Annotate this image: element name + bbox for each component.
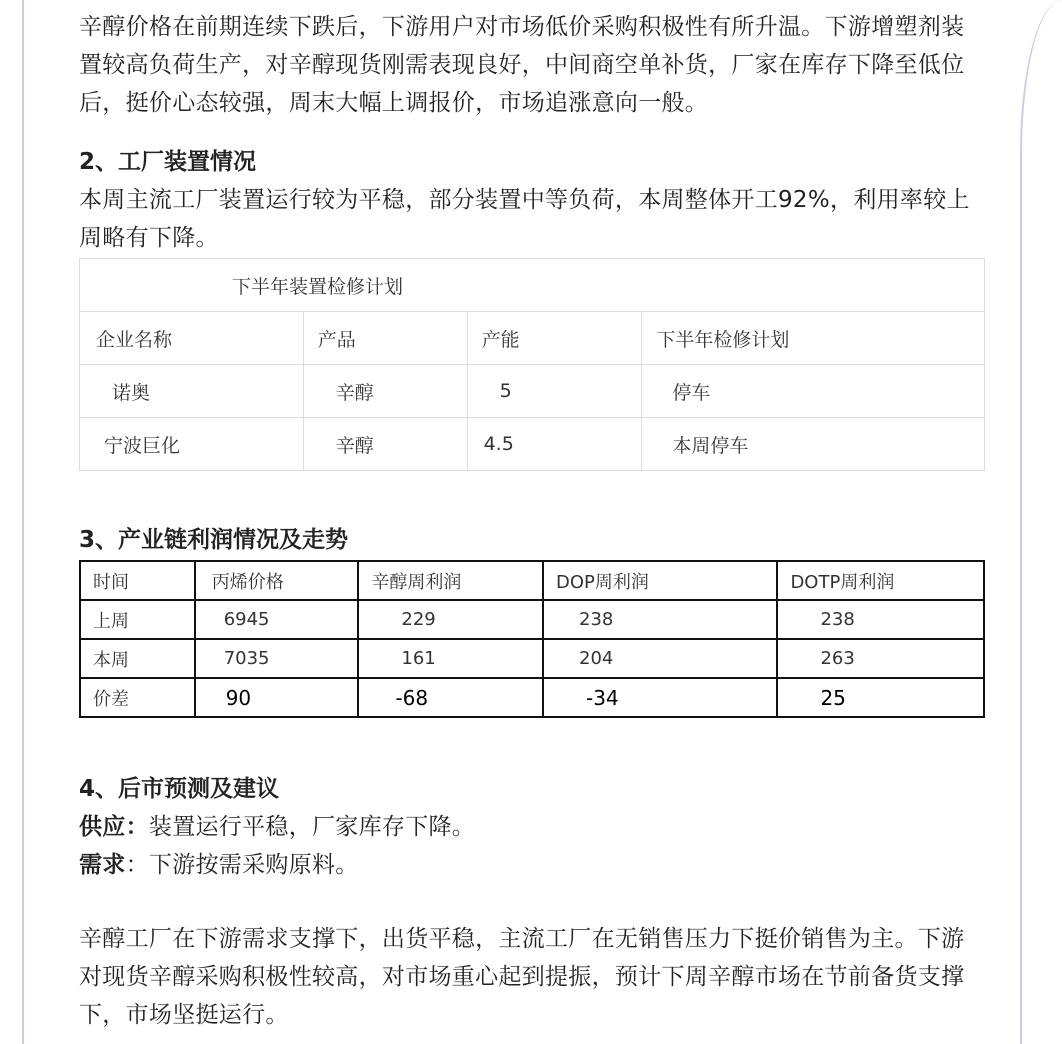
section3-heading: 3、产业链利润情况及走势 [79,527,349,553]
section2-heading: 2、工厂装置情况 [79,149,257,175]
right-frame-border [1020,0,1062,1044]
header-cell: 丙烯价格 [195,561,359,600]
table-header-row [80,561,984,600]
maintenance-table-caption: 下半年装置检修计划 [80,259,985,312]
table-cell: 辛醇 [303,365,467,418]
header-cell: 产能 [467,312,642,365]
table-cell: 价差 [80,678,195,717]
header-cell: DOTP周利润 [777,561,984,600]
supply-text: 装置运行平稳，厂家库存下降。 [148,814,476,840]
header-cell: 时间 [80,561,195,600]
demand-text: ：下游按需采购原料。 [125,852,359,878]
table-cell: -34 [543,678,777,717]
table-cell: 90 [195,678,359,717]
table-row [80,678,984,717]
demand-line [79,846,359,884]
demand-label: 需求 [79,852,126,878]
header-cell: DOP周利润 [543,561,777,600]
table-cell: 263 [777,639,984,678]
table-cell: 停车 [642,365,985,418]
profit-table [79,560,985,718]
table-cell: -68 [358,678,543,717]
table-header-row [80,312,985,365]
table-row [80,639,984,678]
section4-heading: 4、后市预测及建议 [79,776,280,802]
table-cell: 5 [467,365,642,418]
table-cell: 25 [777,678,984,717]
table-cell: 诺奥 [80,365,304,418]
outlook-paragraph: 辛醇工厂在下游需求支撑下，出货平稳，主流工厂在无销售压力下挺价销售为主。下游对现货辛醇采购积极性较高，对市场重心起到提振，预计下周辛醇市场在节前备货支撑下，市场坚挺运行。 [79,926,965,1028]
table-cell: 161 [358,639,543,678]
table-cell: 4.5 [467,418,642,471]
left-frame-border [22,0,24,1044]
maintenance-table [79,258,985,471]
table-cell: 本周 [80,639,195,678]
table-cell: 上周 [80,600,195,639]
table-cell: 229 [358,600,543,639]
table-cell: 辛醇 [303,418,467,471]
header-cell: 产品 [303,312,467,365]
section2-text: 本周主流工厂装置运行较为平稳，部分装置中等负荷，本周整体开工92%，利用率较上周略有下降。 [79,187,970,251]
intro-paragraph: 辛醇价格在前期连续下跌后，下游用户对市场低价采购积极性有所升温。下游增塑剂装置较高负荷生产，对辛醇现货刚需表现良好，中间商空单补货，厂家在库存下降至低位后，挺价心态较强，周末大幅上调报价，市场追涨意向一般。 [79,14,965,116]
table-cell: 238 [777,600,984,639]
table-cell: 238 [543,600,777,639]
table-cell: 7035 [195,639,359,678]
table-cell: 204 [543,639,777,678]
table-cell: 宁波巨化 [80,418,304,471]
table-row [80,418,985,471]
header-cell: 下半年检修计划 [642,312,985,365]
header-cell: 企业名称 [80,312,304,365]
table-row [80,365,985,418]
table-cell: 本周停车 [642,418,985,471]
supply-label: 供应： [79,814,149,840]
table-row [80,600,984,639]
table-cell: 6945 [195,600,359,639]
header-cell: 辛醇周利润 [358,561,543,600]
supply-line [79,808,475,846]
